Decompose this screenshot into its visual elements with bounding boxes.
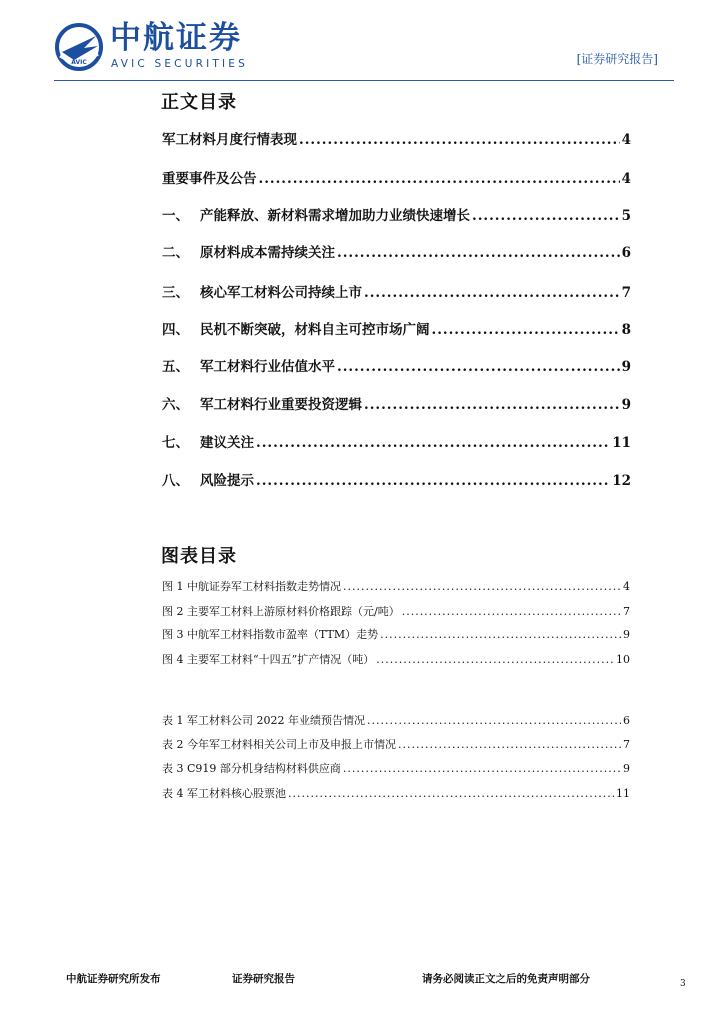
toc-entry[interactable] — [162, 170, 631, 188]
avic-logo-icon — [54, 22, 104, 72]
toc-figures-title: 图表目录 — [161, 546, 237, 567]
toc-leader-dots — [288, 786, 614, 801]
toc-leader-dots — [337, 358, 620, 376]
figure-entry[interactable] — [162, 604, 630, 619]
toc-entry-page: 4 — [621, 171, 631, 187]
page-footer — [0, 972, 724, 992]
toc-leader-dots — [256, 434, 610, 452]
logo-badge-text: AVIC — [71, 59, 87, 66]
table-entry[interactable] — [162, 737, 630, 752]
footer-report-type: 证券研究报告 — [232, 973, 295, 985]
table-entry-label: 表 1 军工材料公司 2022 年业绩预告情况 — [162, 714, 365, 727]
toc-entry[interactable] — [162, 284, 631, 302]
toc-entry[interactable] — [162, 131, 631, 149]
toc-entry-page: 9 — [621, 397, 631, 413]
toc-leader-dots — [364, 396, 620, 414]
toc-leader-dots — [364, 284, 620, 302]
toc-entry[interactable] — [162, 321, 631, 339]
table-entry[interactable] — [162, 713, 630, 728]
toc-entry[interactable] — [162, 358, 631, 376]
toc-entry-page: 4 — [621, 132, 631, 148]
toc-leader-dots — [432, 321, 620, 339]
toc-entry-label: 民机不断突破，材料自主可控市场广阔 — [200, 322, 430, 338]
table-entry-label: 表 4 军工材料核心股票池 — [162, 787, 286, 800]
toc-entry-number: 二、 — [162, 245, 189, 261]
figure-entry-label: 图 3 中航军工材料指数市盈率（TTM）走势 — [162, 628, 379, 641]
toc-entry-number: 一、 — [162, 208, 189, 224]
toc-entry-number: 六、 — [162, 397, 189, 413]
toc-entry[interactable] — [162, 472, 631, 490]
table-entry-page: 6 — [623, 714, 630, 727]
toc-leader-dots — [343, 761, 621, 776]
table-entry[interactable] — [162, 786, 630, 801]
toc-entry[interactable] — [162, 244, 631, 262]
table-entry-page: 11 — [616, 787, 630, 800]
toc-entry[interactable] — [162, 207, 631, 225]
toc-entry-label: 产能释放、新材料需求增加助力业绩快速增长 — [200, 208, 470, 224]
figure-entry-label: 图 1 中航证券军工材料指数走势情况 — [162, 580, 341, 593]
toc-entry-number: 三、 — [162, 285, 189, 301]
toc-leader-dots — [343, 579, 621, 594]
page-header — [0, 0, 724, 84]
toc-entry-number: 四、 — [162, 322, 189, 338]
toc-entry-page: 7 — [621, 285, 631, 301]
figure-entry-page: 10 — [616, 653, 630, 666]
figure-entry[interactable] — [162, 627, 630, 642]
toc-leader-dots — [259, 170, 620, 188]
figure-entry-page: 9 — [623, 628, 630, 641]
toc-entry-label: 核心军工材料公司持续上市 — [200, 285, 362, 301]
table-entry-label: 表 2 今年军工材料相关公司上市及申报上市情况 — [162, 738, 396, 751]
footer-disclaimer: 请务必阅读正文之后的免责声明部分 — [422, 973, 590, 985]
figure-entry-label: 图 4 主要军工材料“十四五”扩产情况（吨） — [162, 653, 375, 666]
figure-entry[interactable] — [162, 652, 630, 667]
figure-entry-label: 图 2 主要军工材料上游原材料价格跟踪（元/吨） — [162, 605, 400, 618]
figure-entry-page: 4 — [623, 580, 630, 593]
table-entry-page: 9 — [623, 762, 630, 775]
toc-entry-label: 风险提示 — [200, 473, 254, 489]
toc-leader-dots — [337, 244, 620, 262]
toc-leader-dots — [299, 131, 620, 149]
table-entry-page: 7 — [623, 738, 630, 751]
toc-entry[interactable] — [162, 434, 631, 452]
toc-entry-page: 5 — [621, 208, 631, 224]
toc-entry-page: 8 — [621, 322, 631, 338]
toc-entry-number: 五、 — [162, 359, 189, 375]
toc-entry-page: 12 — [612, 473, 631, 489]
logo-chinese-name: 中航证券 — [110, 20, 242, 56]
toc-entry-label: 军工材料行业重要投资逻辑 — [200, 397, 362, 413]
toc-main-title: 正文目录 — [161, 92, 237, 113]
toc-leader-dots — [380, 627, 621, 642]
toc-leader-dots — [256, 472, 610, 490]
toc-leader-dots — [367, 713, 621, 728]
toc-entry-number: 八、 — [162, 473, 189, 489]
figure-entry[interactable] — [162, 579, 630, 594]
toc-entry-page: 6 — [621, 245, 631, 261]
toc-leader-dots — [398, 737, 621, 752]
footer-publisher: 中航证券研究所发布 — [66, 973, 161, 985]
toc-leader-dots — [402, 604, 621, 619]
table-entry-label: 表 3 C919 部分机身结构材料供应商 — [162, 762, 341, 775]
toc-entry-page: 11 — [612, 435, 631, 451]
toc-entry-page: 9 — [621, 359, 631, 375]
logo-english-name: AVIC SECURITIES — [111, 58, 248, 70]
toc-entry[interactable] — [162, 396, 631, 414]
page-number: 3 — [680, 979, 686, 989]
toc-entry-label: 重要事件及公告 — [162, 171, 257, 187]
report-type-tag: [证券研究报告] — [576, 52, 658, 66]
toc-leader-dots — [472, 207, 620, 225]
toc-entry-number: 七、 — [162, 435, 189, 451]
toc-entry-label: 军工材料行业估值水平 — [200, 359, 335, 375]
table-entry[interactable] — [162, 761, 630, 776]
toc-entry-label: 军工材料月度行情表现 — [162, 132, 297, 148]
toc-entry-label: 原材料成本需持续关注 — [200, 245, 335, 261]
header-divider — [54, 80, 674, 81]
toc-entry-label: 建议关注 — [200, 435, 254, 451]
toc-leader-dots — [376, 652, 614, 667]
figure-entry-page: 7 — [623, 605, 630, 618]
